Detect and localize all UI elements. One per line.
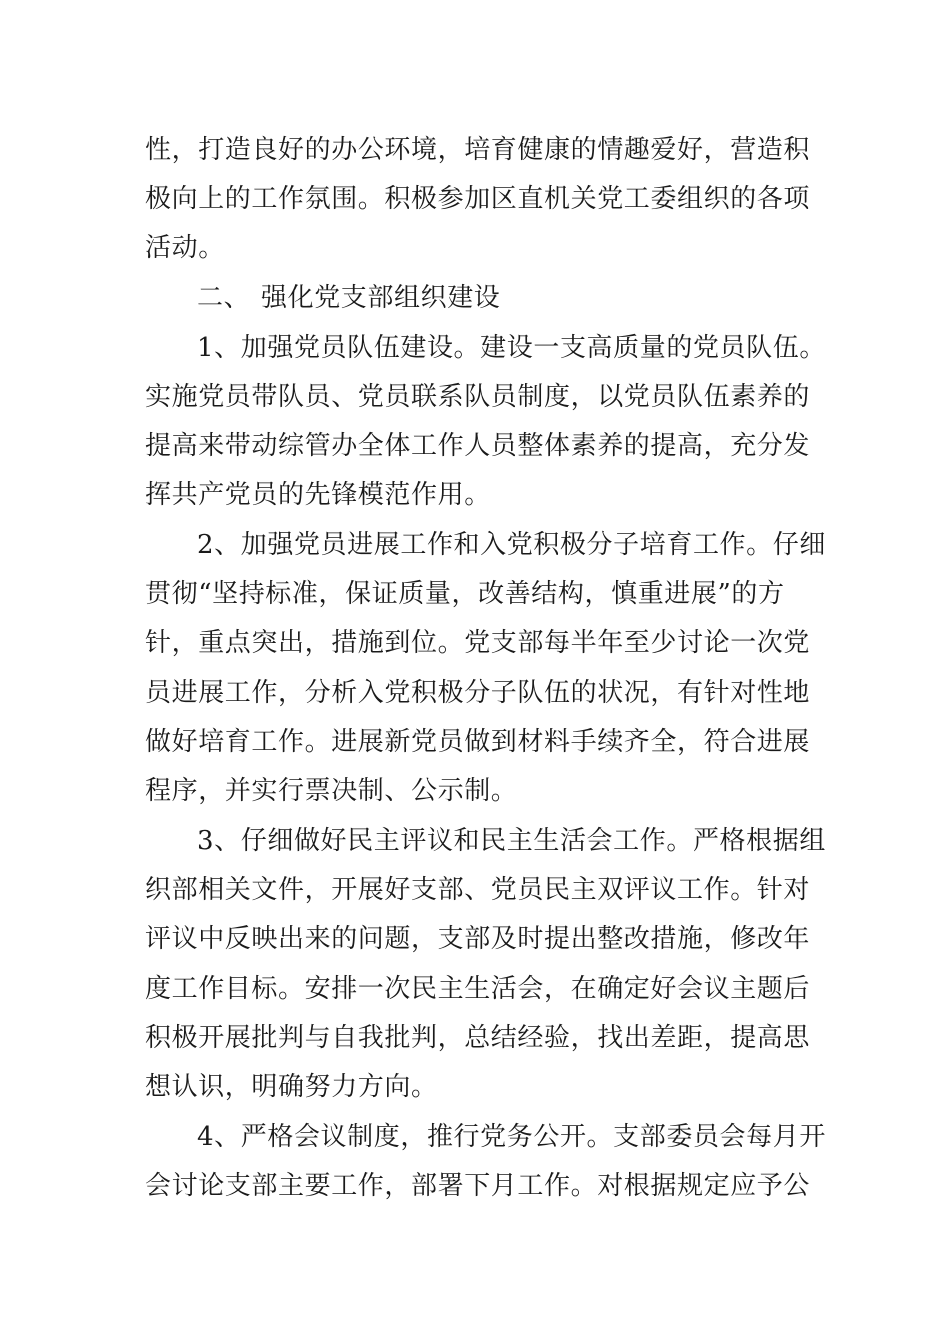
section-heading xyxy=(197,283,500,313)
text-line: 评议中反映出来的问题，支部及时提出整改措施，修改年 xyxy=(145,924,811,954)
text-line: 织部相关文件，开展好支部、党员民主双评议工作。针对 xyxy=(145,875,811,905)
paragraph-start: 1、加强党员队伍建设。建设一支高质量的党员队伍。 xyxy=(197,333,826,363)
text-line: 性，打造良好的办公环境，培育健康的情趣爱好，营造积 xyxy=(145,135,811,165)
text-line: 挥共产党员的先锋模范作用。 xyxy=(145,480,491,510)
section-number: 二、 xyxy=(197,283,251,313)
text-line: 极向上的工作氛围。积极参加区直机关党工委组织的各项 xyxy=(145,184,811,214)
text-line: 针，重点突出，措施到位。党支部每半年至少讨论一次党 xyxy=(145,628,811,658)
text-line: 会讨论支部主要工作，部署下月工作。对根据规定应予公 xyxy=(145,1171,811,1201)
text-line: 想认识，明确努力方向。 xyxy=(145,1072,438,1102)
paragraph-start: 2、加强党员进展工作和入党积极分子培育工作。仔细 xyxy=(197,530,826,560)
text-line: 程序，并实行票决制、公示制。 xyxy=(145,776,518,806)
text-line: 提高来带动综管办全体工作人员整体素养的提高，充分发 xyxy=(145,431,811,461)
paragraph-start: 4、严格会议制度，推行党务公开。支部委员会每月开 xyxy=(197,1122,826,1152)
text-line: 做好培育工作。进展新党员做到材料手续齐全，符合进展 xyxy=(145,727,811,757)
text-line: 度工作目标。安排一次民主生活会，在确定好会议主题后 xyxy=(145,974,811,1004)
text-line: 员进展工作，分析入党积极分子队伍的状况，有针对性地 xyxy=(145,678,811,708)
paragraph-start: 3、仔细做好民主评议和民主生活会工作。严格根据组 xyxy=(197,826,826,856)
text-line: 积极开展批判与自我批判，总结经验，找出差距，提高思 xyxy=(145,1023,811,1053)
text-line: 活动。 xyxy=(145,233,225,263)
section-title: 强化党支部组织建设 xyxy=(261,283,501,313)
text-line: 实施党员带队员、党员联系队员制度，以党员队伍素养的 xyxy=(145,382,811,412)
text-line: 贯彻“坚持标准，保证质量，改善结构，慎重进展”的方 xyxy=(145,579,785,609)
